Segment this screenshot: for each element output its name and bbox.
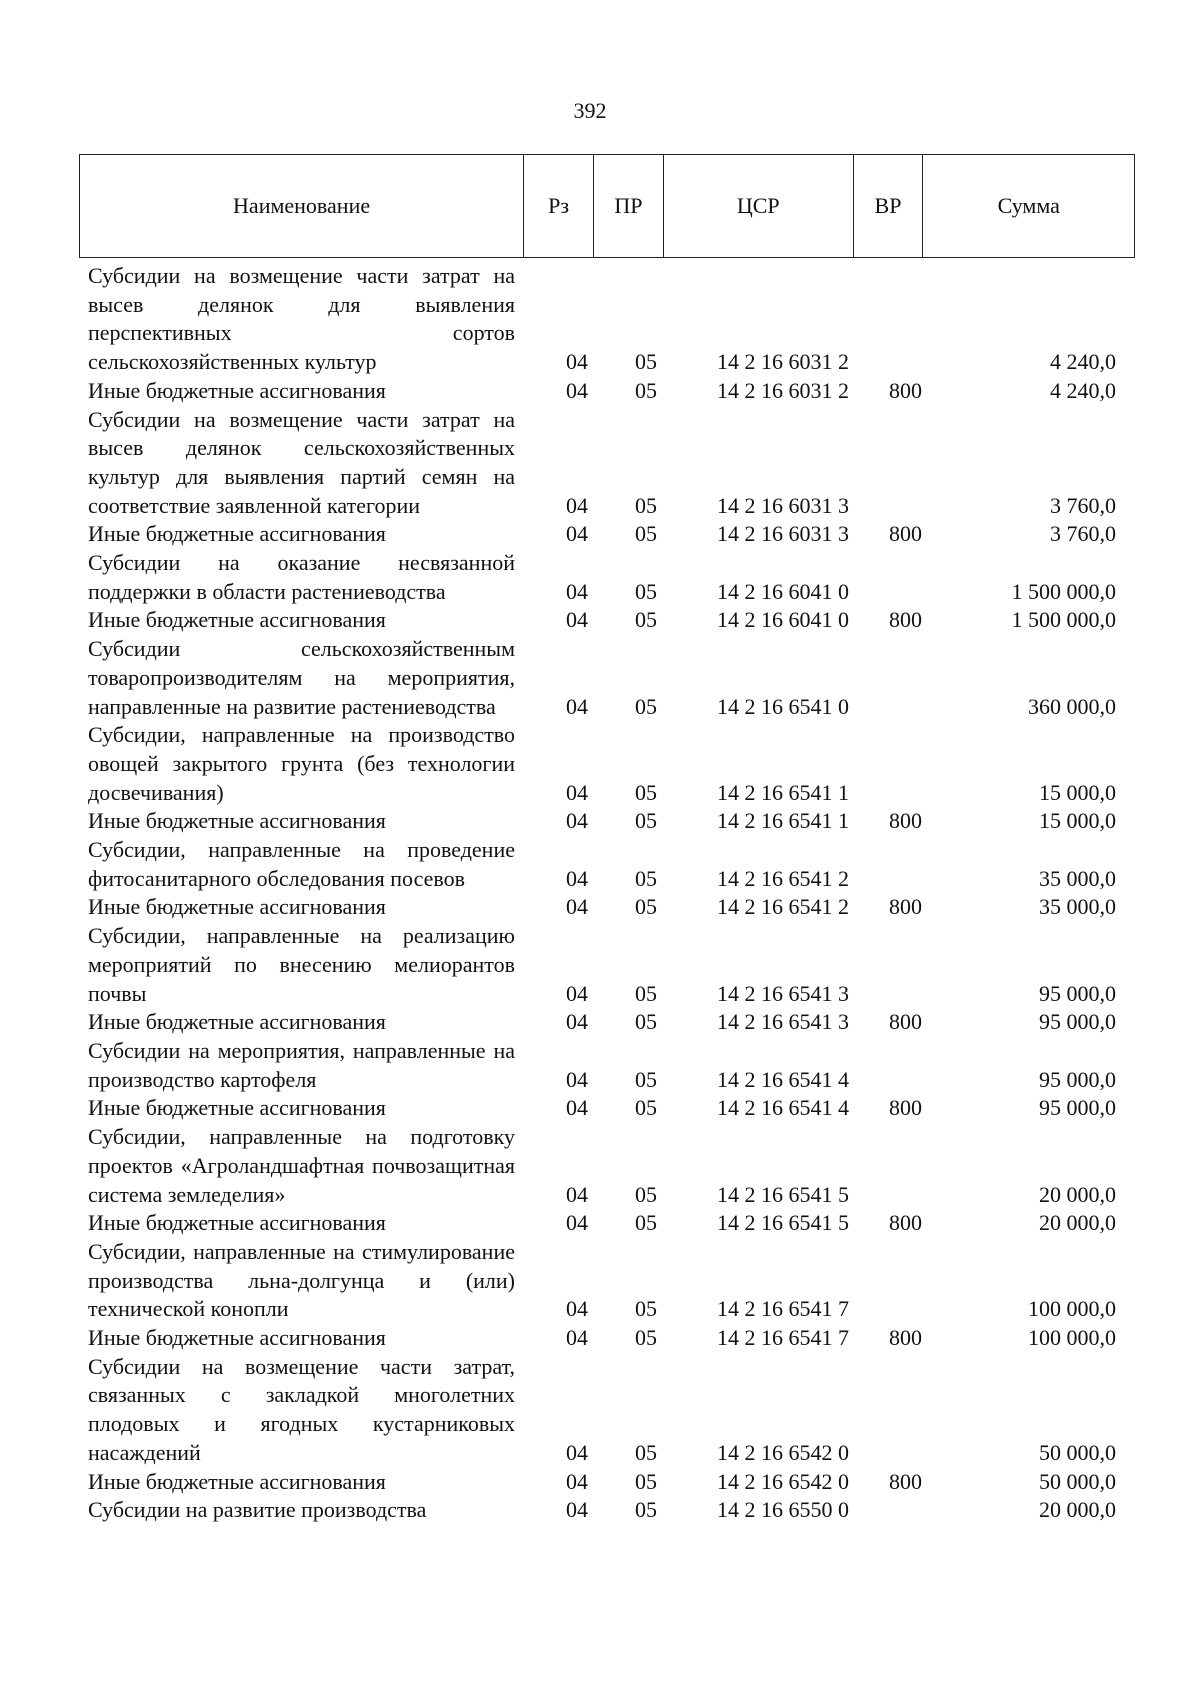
- cell-pr: 05: [635, 1296, 657, 1322]
- cell-sum: 20 000,0: [1039, 1210, 1116, 1236]
- cell-sum: 20 000,0: [1039, 1497, 1116, 1523]
- cell-pr: 05: [635, 894, 657, 920]
- cell-rz: 04: [566, 1325, 588, 1351]
- cell-rz: 04: [566, 578, 588, 604]
- cell-sum: 50 000,0: [1039, 1439, 1116, 1465]
- cell-rz: 04: [566, 1296, 588, 1322]
- cell-pr: 05: [635, 1066, 657, 1092]
- cell-vr: 800: [889, 1009, 922, 1035]
- cell-sum: 20 000,0: [1039, 1181, 1116, 1207]
- cell-sum: 15 000,0: [1039, 808, 1116, 834]
- cell-csr: 14 2 16 6031 2: [717, 377, 849, 403]
- cell-sum: 100 000,0: [1028, 1325, 1116, 1351]
- cell-pr: 05: [635, 607, 657, 633]
- header-vr: ВР: [854, 155, 924, 257]
- cell-pr: 05: [635, 693, 657, 719]
- cell-rz: 04: [566, 1095, 588, 1121]
- cell-name: Иные бюджетные ассигнования: [88, 894, 386, 920]
- table-row: [88, 893, 1128, 922]
- table-row: [88, 1037, 1128, 1094]
- table-row: [88, 1209, 1128, 1238]
- table-row: [88, 1496, 1128, 1525]
- table-row: [88, 1008, 1128, 1037]
- cell-pr: 05: [635, 1095, 657, 1121]
- cell-sum: 95 000,0: [1039, 980, 1116, 1006]
- cell-name: Субсидии, направленные на подготовку проектов «Агроландшафтная почвозащитная система земледелия»: [88, 1124, 515, 1207]
- cell-rz: 04: [566, 779, 588, 805]
- cell-sum: 360 000,0: [1028, 693, 1116, 719]
- cell-vr: 800: [889, 808, 922, 834]
- cell-sum: 1 500 000,0: [1011, 578, 1116, 604]
- header-name: Наименование: [80, 155, 524, 257]
- cell-name: Иные бюджетные ассигнования: [88, 377, 386, 403]
- cell-sum: 4 240,0: [1050, 349, 1116, 375]
- cell-pr: 05: [635, 1468, 657, 1494]
- cell-csr: 14 2 16 6541 5: [717, 1210, 849, 1236]
- cell-name: Субсидии, направленные на производство овощей закрытого грунта (без технологии досвечивания): [88, 722, 515, 805]
- cell-name: Субсидии, направленные на реализацию мероприятий по внесению мелиорантов почвы: [88, 923, 515, 1006]
- cell-sum: 3 760,0: [1050, 492, 1116, 518]
- cell-sum: 3 760,0: [1050, 521, 1116, 547]
- cell-csr: 14 2 16 6041 0: [717, 607, 849, 633]
- cell-csr: 14 2 16 6541 7: [717, 1296, 849, 1322]
- header-rz: Рз: [524, 155, 594, 257]
- cell-vr: 800: [889, 377, 922, 403]
- cell-pr: 05: [635, 1439, 657, 1465]
- table-row: [88, 721, 1128, 807]
- cell-csr: 14 2 16 6541 1: [717, 779, 849, 805]
- table-row: [88, 836, 1128, 893]
- cell-csr: 14 2 16 6541 1: [717, 808, 849, 834]
- page-number: 392: [573, 98, 607, 123]
- cell-rz: 04: [566, 1468, 588, 1494]
- cell-rz: 04: [566, 1497, 588, 1523]
- table-row: [88, 549, 1128, 606]
- cell-pr: 05: [635, 521, 657, 547]
- cell-pr: 05: [635, 980, 657, 1006]
- cell-name: Субсидии сельскохозяйственным товаропроизводителям на мероприятия, направленные на развитие растениеводства: [88, 636, 515, 719]
- cell-sum: 35 000,0: [1039, 865, 1116, 891]
- cell-name: Субсидии, направленные на проведение фитосанитарного обследования посевов: [88, 837, 515, 891]
- cell-pr: 05: [635, 349, 657, 375]
- cell-rz: 04: [566, 521, 588, 547]
- cell-name: Иные бюджетные ассигнования: [88, 1009, 386, 1035]
- cell-pr: 05: [635, 1210, 657, 1236]
- cell-name: Субсидии на мероприятия, направленные на производство картофеля: [88, 1037, 515, 1092]
- cell-rz: 04: [566, 1439, 588, 1465]
- cell-name: Субсидии на возмещение части затрат, связанных с закладкой многолетних плодовых и ягодных кустарниковых насаждений: [88, 1353, 515, 1465]
- table-row: [88, 922, 1128, 1008]
- cell-name: Субсидии на оказание несвязанной поддержки в области растениеводства: [88, 550, 515, 604]
- cell-sum: 95 000,0: [1039, 1066, 1116, 1092]
- cell-csr: 14 2 16 6542 0: [717, 1439, 849, 1465]
- cell-rz: 04: [566, 377, 588, 403]
- cell-rz: 04: [566, 980, 588, 1006]
- cell-pr: 05: [635, 1325, 657, 1351]
- table-row: [88, 520, 1128, 549]
- cell-pr: 05: [635, 808, 657, 834]
- cell-csr: 14 2 16 6541 5: [717, 1181, 849, 1207]
- cell-rz: 04: [566, 1009, 588, 1035]
- cell-rz: 04: [566, 808, 588, 834]
- cell-csr: 14 2 16 6031 3: [717, 521, 849, 547]
- table-row: [88, 377, 1128, 406]
- cell-pr: 05: [635, 1009, 657, 1035]
- cell-rz: 04: [566, 894, 588, 920]
- cell-name: Иные бюджетные ассигнования: [88, 808, 386, 834]
- cell-rz: 04: [566, 349, 588, 375]
- cell-vr: 800: [889, 1325, 922, 1351]
- cell-pr: 05: [635, 377, 657, 403]
- cell-csr: 14 2 16 6541 3: [717, 980, 849, 1006]
- cell-vr: 800: [889, 607, 922, 633]
- cell-rz: 04: [566, 693, 588, 719]
- cell-name: Иные бюджетные ассигнования: [88, 1325, 386, 1351]
- cell-pr: 05: [635, 1181, 657, 1207]
- table-row: [88, 406, 1128, 521]
- cell-rz: 04: [566, 492, 588, 518]
- cell-name: Иные бюджетные ассигнования: [88, 1095, 386, 1121]
- cell-csr: 14 2 16 6542 0: [717, 1468, 849, 1494]
- cell-pr: 05: [635, 578, 657, 604]
- cell-csr: 14 2 16 6541 4: [717, 1066, 849, 1092]
- cell-sum: 95 000,0: [1039, 1095, 1116, 1121]
- cell-name: Субсидии на возмещение части затрат на высев делянок для выявления перспективных сортов сельскохозяйственных культур: [88, 263, 515, 375]
- table-row: [88, 1123, 1128, 1209]
- table-row: [88, 1094, 1128, 1123]
- cell-vr: 800: [889, 1468, 922, 1494]
- table-row: [88, 262, 1128, 377]
- cell-csr: 14 2 16 6041 0: [717, 578, 849, 604]
- cell-csr: 14 2 16 6550 0: [717, 1497, 849, 1523]
- cell-vr: 800: [889, 1095, 922, 1121]
- cell-rz: 04: [566, 1066, 588, 1092]
- cell-sum: 1 500 000,0: [1011, 607, 1116, 633]
- cell-name: Субсидии на возмещение части затрат на высев делянок сельскохозяйственных культур для выявления партий семян на соответствие заявленной категории: [88, 406, 515, 518]
- cell-csr: 14 2 16 6031 2: [717, 349, 849, 375]
- table-row: [88, 1324, 1128, 1353]
- cell-sum: 50 000,0: [1039, 1468, 1116, 1494]
- cell-name: Субсидии на развитие производства: [88, 1497, 427, 1523]
- cell-pr: 05: [635, 1497, 657, 1523]
- cell-rz: 04: [566, 1210, 588, 1236]
- cell-pr: 05: [635, 865, 657, 891]
- cell-rz: 04: [566, 607, 588, 633]
- header-csr: ЦСР: [664, 155, 854, 257]
- cell-sum: 95 000,0: [1039, 1009, 1116, 1035]
- cell-csr: 14 2 16 6541 4: [717, 1095, 849, 1121]
- table-row: [88, 1468, 1128, 1497]
- header-sum: Сумма: [997, 193, 1060, 218]
- cell-pr: 05: [635, 779, 657, 805]
- table-row: [88, 1353, 1128, 1468]
- cell-rz: 04: [566, 1181, 588, 1207]
- cell-name: Иные бюджетные ассигнования: [88, 1468, 386, 1494]
- cell-name: Иные бюджетные ассигнования: [88, 521, 386, 547]
- cell-csr: 14 2 16 6031 3: [717, 492, 849, 518]
- cell-name: Субсидии, направленные на стимулирование производства льна-долгунца и (или) технической конопли: [88, 1238, 515, 1322]
- table-body: [88, 262, 1128, 1525]
- cell-rz: 04: [566, 865, 588, 891]
- header-pr: ПР: [594, 155, 664, 257]
- cell-csr: 14 2 16 6541 2: [717, 894, 849, 920]
- cell-name: Иные бюджетные ассигнования: [88, 1210, 386, 1236]
- cell-vr: 800: [889, 1210, 922, 1236]
- cell-sum: 100 000,0: [1028, 1296, 1116, 1322]
- table-row: [88, 606, 1128, 635]
- cell-name: Иные бюджетные ассигнования: [88, 607, 386, 633]
- cell-csr: 14 2 16 6541 2: [717, 865, 849, 891]
- cell-csr: 14 2 16 6541 0: [717, 693, 849, 719]
- cell-csr: 14 2 16 6541 7: [717, 1325, 849, 1351]
- table-header: [79, 154, 1135, 258]
- cell-pr: 05: [635, 492, 657, 518]
- cell-vr: 800: [889, 894, 922, 920]
- cell-csr: 14 2 16 6541 3: [717, 1009, 849, 1035]
- table-row: [88, 1238, 1128, 1324]
- cell-sum: 35 000,0: [1039, 894, 1116, 920]
- cell-vr: 800: [889, 521, 922, 547]
- table-row: [88, 635, 1128, 721]
- cell-sum: 15 000,0: [1039, 779, 1116, 805]
- table-row: [88, 807, 1128, 836]
- cell-sum: 4 240,0: [1050, 377, 1116, 403]
